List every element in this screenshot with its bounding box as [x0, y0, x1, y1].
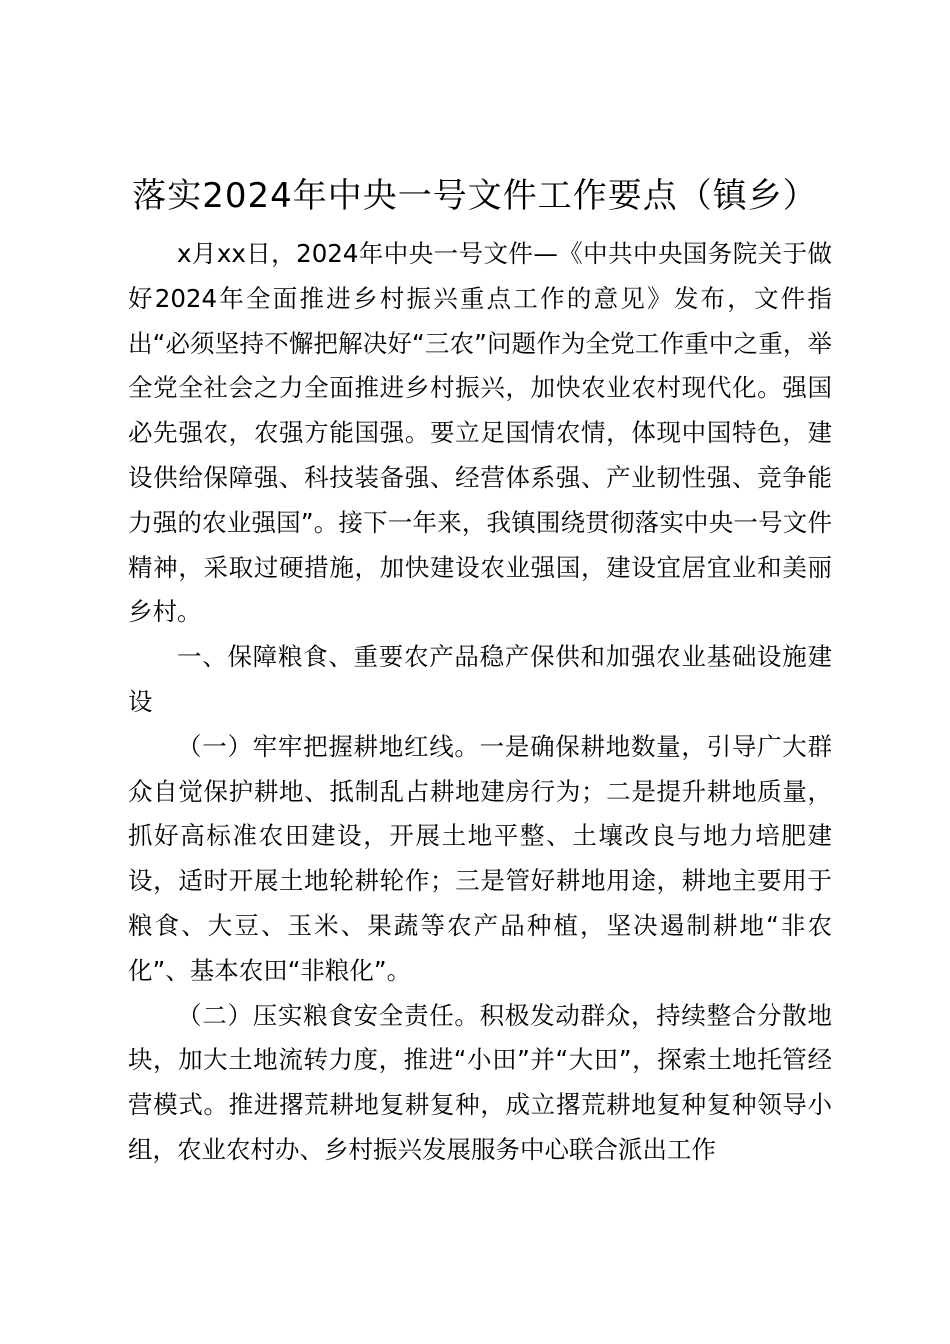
section-heading-1: 一、保障粮食、重要农产品稳产保供和加强农业基础设施建设 [128, 642, 832, 716]
document-title: 落实2024年中央一号文件工作要点（镇乡） [132, 176, 818, 216]
subsection-paragraph-2: （二）压实粮食安全责任。积极发动群众，持续整合分散地块，加大土地流转力度，推进“小田”并“大田”，探索土地托管经营模式。推进撂荒耕地复耕复种，成立撂荒耕地复种复种领导小组，农业农村办、乡村振兴发展服务中心联合派出工作 [128, 1000, 832, 1164]
document-body [128, 232, 832, 1173]
subsection-paragraph-1: （一）牢牢把握耕地红线。一是确保耕地数量，引导广大群众自觉保护耕地、抵制乱占耕地建房行为；二是提升耕地质量，抓好高标准农田建设，开展土地平整、土壤改良与地力培肥建设，适时开展土地轮耕轮作；三是管好耕地用途，耕地主要用于粮食、大豆、玉米、果蔬等农产品种植，坚决遏制耕地“非农化”、基本农田“非粮化”。 [128, 731, 832, 985]
intro-paragraph: x月xx日，2024年中央一号文件—《中共中央国务院关于做好2024年全面推进乡村振兴重点工作的意见》发布，文件指出“必须坚持不懈把解决好“三农”问题作为全党工作重中之重，举全党全社会之力全面推进乡村振兴，加快农业农村现代化。强国必先强农，农强方能国强。要立足国情农情，体现中国特色，建设供给保障强、科技装备强、经营体系强、产业韧性强、竞争能力强的农业强国”。接下一年来，我镇围绕贯彻落实中央一号文件精神，采取过硬措施，加快建设农业强国，建设宜居宜业和美丽乡村。 [128, 239, 832, 627]
